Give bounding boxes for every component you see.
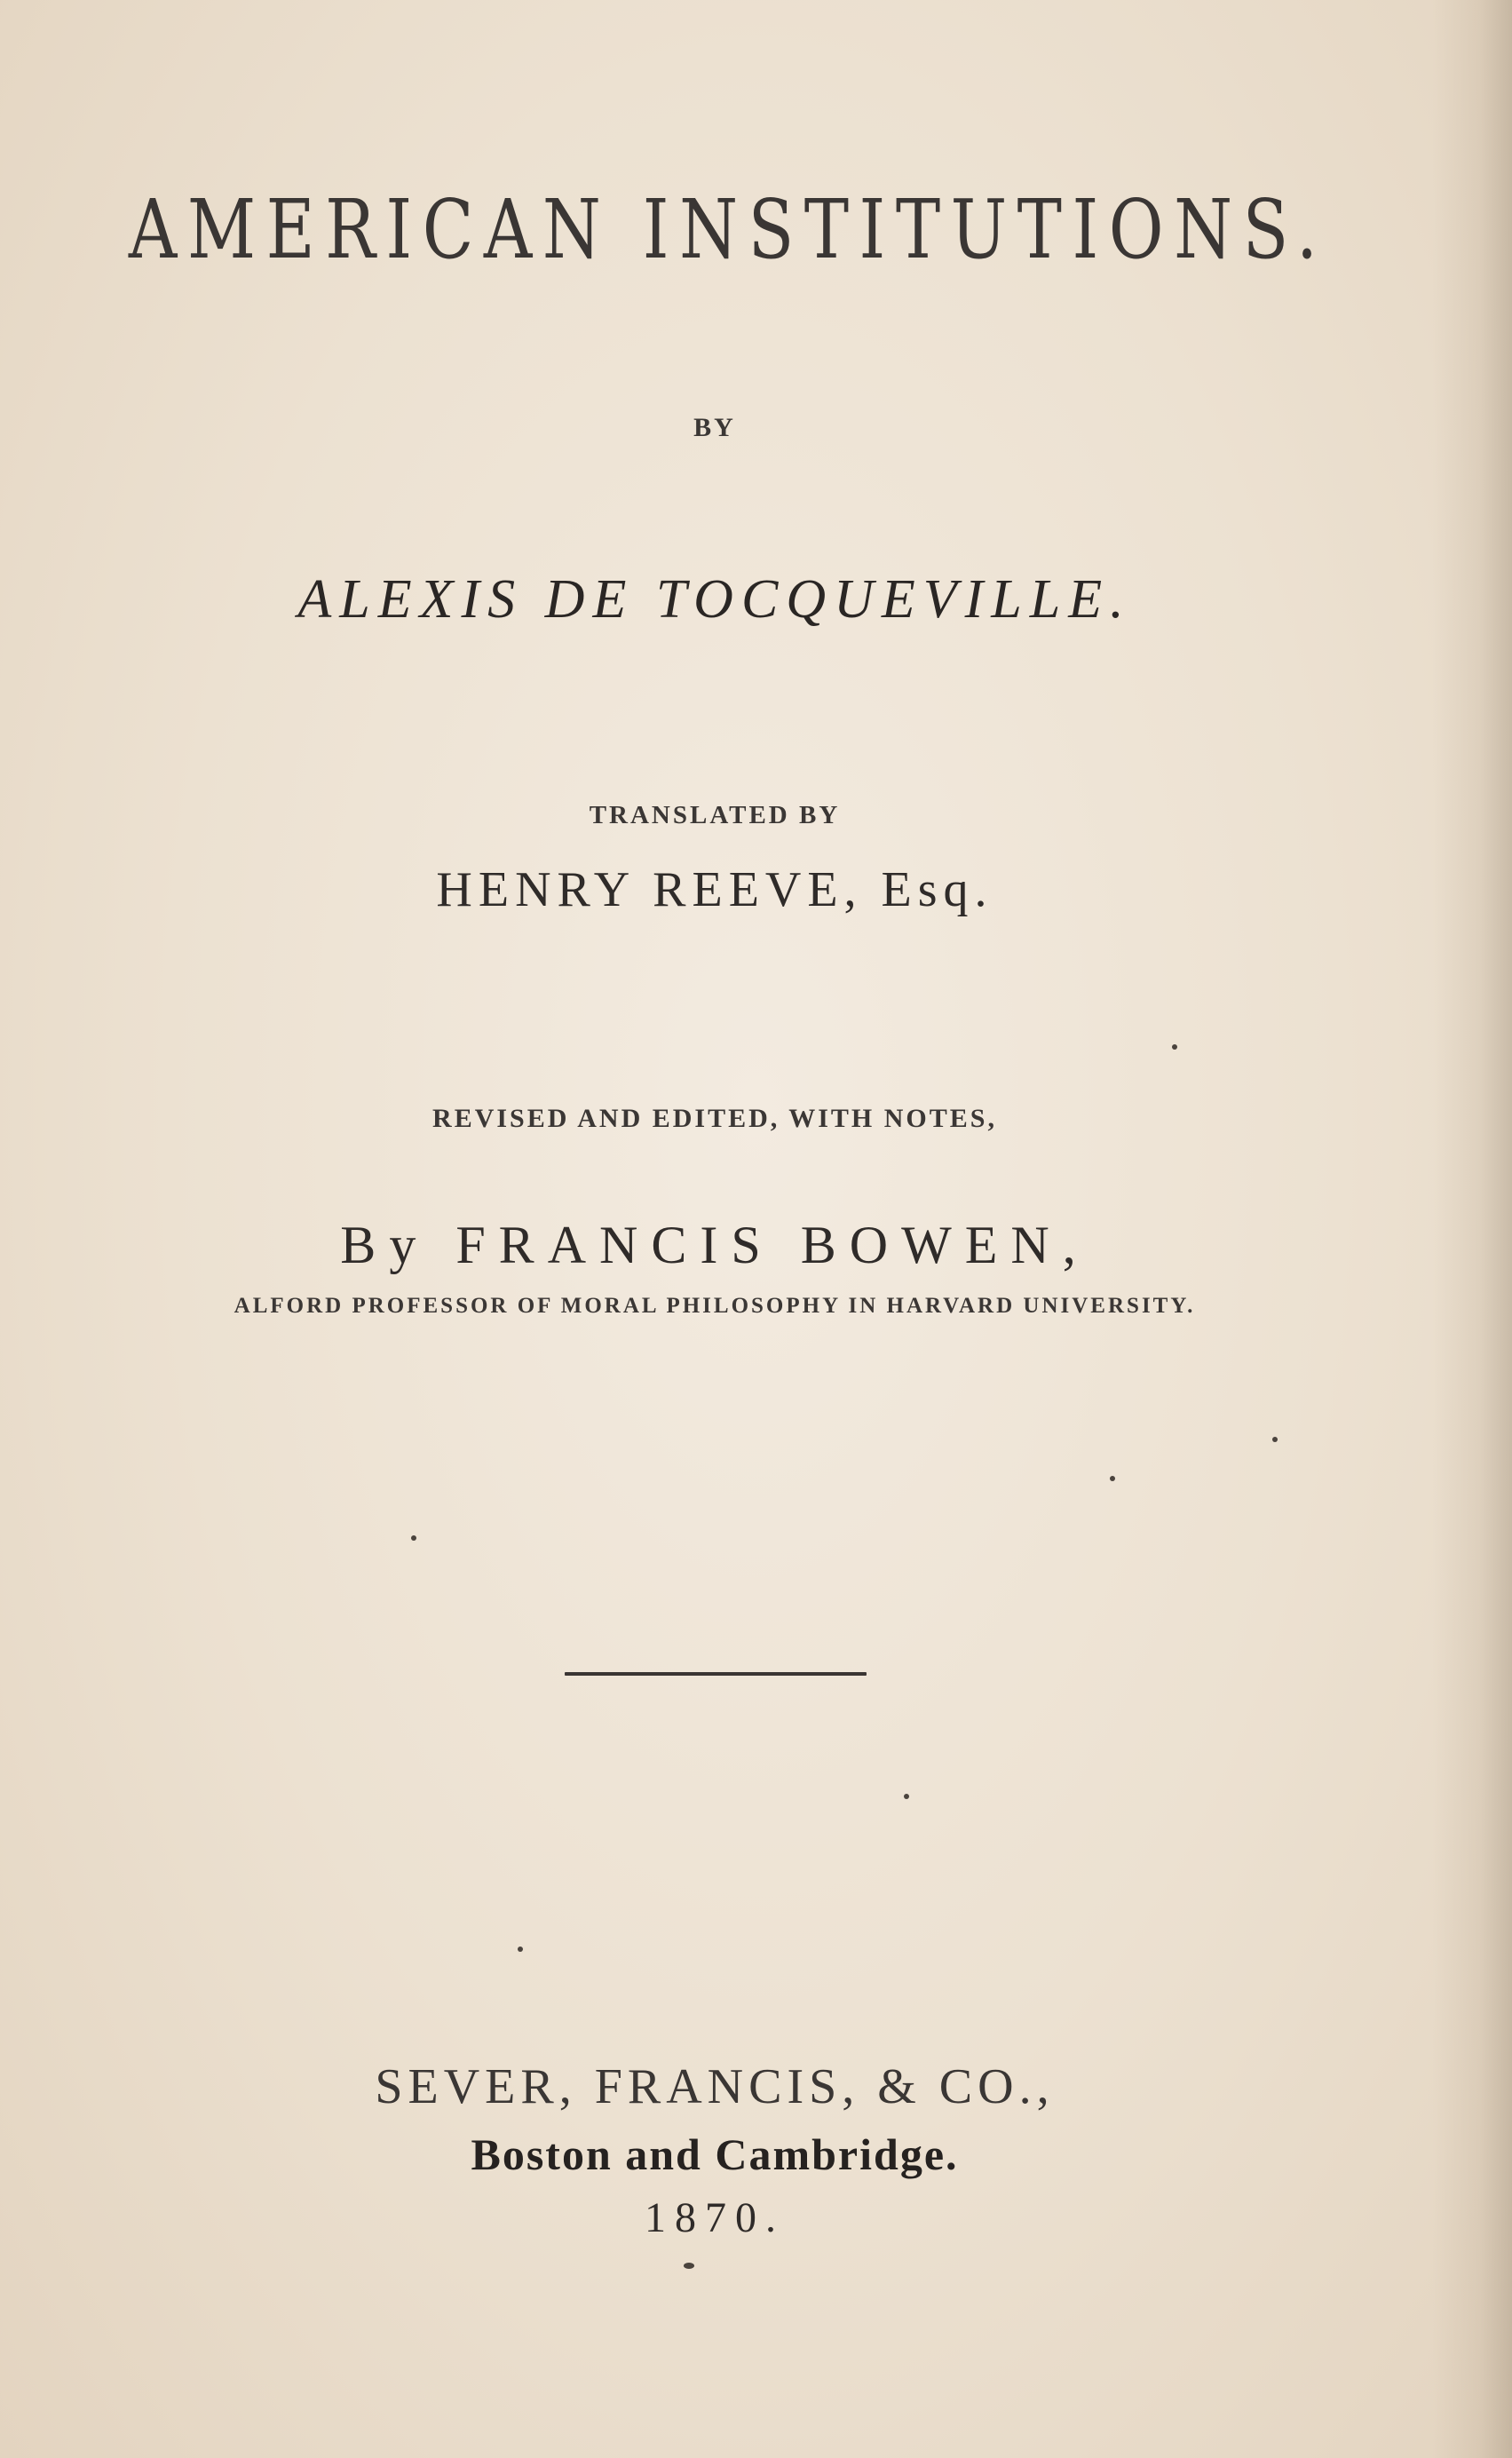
divider-rule xyxy=(565,1672,867,1676)
paper-speck xyxy=(684,2263,694,2269)
paper-speck xyxy=(1110,1476,1115,1481)
translator-name: HENRY REEVE, Esq. xyxy=(436,862,993,917)
paper-speck xyxy=(904,1794,909,1799)
editor-name: By FRANCIS BOWEN, xyxy=(340,1216,1089,1274)
book-title: AMERICAN INSTITUTIONS. xyxy=(128,182,1328,277)
page-edge-shadow xyxy=(1432,0,1512,2458)
editor-affiliation: ALFORD PROFESSOR OF MORAL PHILOSOPHY IN HARVARD UNIVERSITY. xyxy=(234,1294,1196,1318)
publication-year: 1870. xyxy=(645,2194,785,2241)
by-line: BY xyxy=(693,413,736,442)
publisher-name: SEVER, FRANCIS, & CO., xyxy=(375,2059,1055,2114)
translated-by-line: TRANSLATED BY xyxy=(589,801,841,829)
revised-line: REVISED AND EDITED, WITH NOTES, xyxy=(432,1104,997,1133)
publication-place: Boston and Cambridge. xyxy=(471,2129,959,2179)
paper-speck xyxy=(1272,1437,1278,1442)
paper-speck xyxy=(1172,1044,1177,1050)
paper-speck xyxy=(518,1947,523,1952)
author-name: ALEXIS DE TOCQUEVILLE. xyxy=(297,569,1132,630)
paper-speck xyxy=(411,1535,416,1541)
